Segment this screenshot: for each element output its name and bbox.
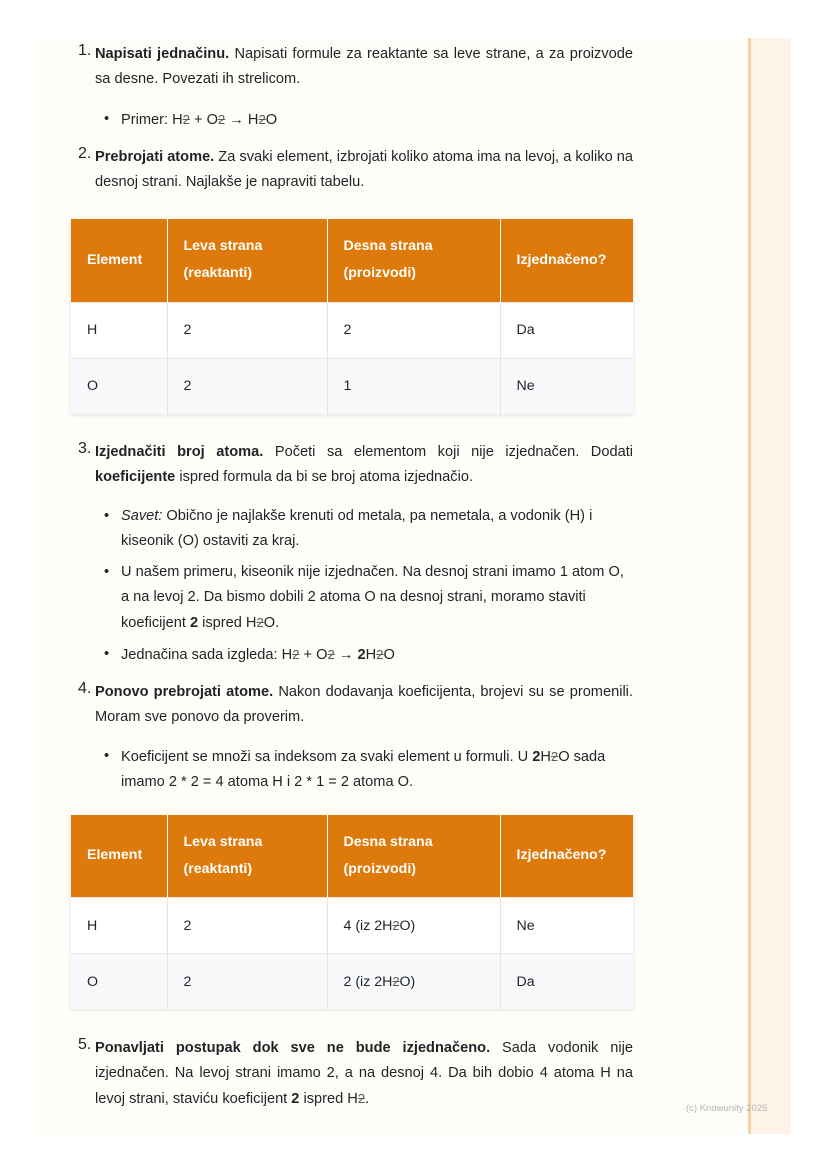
column-header: Desna strana (proizvodi) [327, 219, 500, 302]
side-panel [748, 38, 791, 1134]
watermark: (c) Knowunity 2025 [686, 1103, 768, 1114]
column-header: Leva strana (reaktanti) [167, 219, 327, 302]
step-1-bullets [71, 107, 633, 133]
step-5 [71, 1036, 633, 1112]
step-text: Ponovo prebrojati atome. Nakon dodavanja koeficijenta, brojevi su se promenili. Moram sve ponovo da proverim. [95, 683, 633, 725]
table-row [71, 898, 633, 954]
table-cell: 1 [327, 358, 500, 414]
table-header-row [71, 219, 633, 302]
column-header: Element [71, 815, 167, 898]
table-cell: 2 [327, 302, 500, 358]
table-row [71, 358, 633, 414]
step-text: Prebrojati atome. Za svaki element, izbrojati koliko atoma ima na levoj, a koliko na desnoj strani. Najlakše je napraviti tabelu. [95, 149, 633, 190]
list-item: • Jednačina sada izgleda: H2 + O2 → 2H2O [121, 642, 633, 668]
document-page [38, 38, 748, 1134]
document-content [71, 38, 633, 1112]
column-header: Izjednačeno? [500, 815, 633, 898]
step-text: Napisati jednačinu. Napisati formule za reaktante sa leve strane, a za proizvode sa desne. Povezati ih strelicom. [95, 46, 633, 87]
table-cell: H [71, 302, 167, 358]
step-4 [71, 680, 633, 730]
table-cell: O [71, 358, 167, 414]
atom-count-table-2 [71, 815, 633, 1010]
table-cell: Da [500, 302, 633, 358]
step-number: 3. [78, 439, 92, 457]
step-text: Ponavljati postupak dok sve ne bude izjednačeno. Sada vodonik nije izjednačen. Na levoj strani imamo 2, a na desnoj 4. Da bih dobio 4 atoma H na levoj strani, staviću koeficijent 2 ispred H2. [95, 1040, 633, 1107]
list-item: • U našem primeru, kiseonik nije izjednačen. Na desnoj strani imamo 1 atom O, a na levoj 2. Da bismo dobili 2 atoma O na desnoj strani, moramo staviti koeficijent 2 ispred H2O. [121, 560, 633, 636]
table-header-row [71, 815, 633, 898]
step-3 [71, 440, 633, 490]
table-cell: Ne [500, 358, 633, 414]
table-cell: 2 [167, 898, 327, 954]
table-cell: 2 [167, 358, 327, 414]
table-cell: 4 (iz 2H2O) [327, 898, 500, 954]
table-cell: H [71, 898, 167, 954]
table-cell: 2 (iz 2H2O) [327, 954, 500, 1010]
table-row [71, 302, 633, 358]
step-3-bullets [71, 504, 633, 668]
column-header: Element [71, 219, 167, 302]
column-header: Leva strana (reaktanti) [167, 815, 327, 898]
step-number: 5. [78, 1036, 92, 1053]
step-number: 1. [78, 42, 92, 59]
atom-count-table-1 [71, 219, 633, 414]
step-2 [71, 145, 633, 195]
column-header: Desna strana (proizvodi) [327, 815, 500, 898]
step-text: Izjednačiti broj atoma. Početi sa elementom koji nije izjednačen. Dodati koeficijente ispred formula da bi se broj atoma izjednačio. [95, 443, 633, 485]
table-cell: 2 [167, 302, 327, 358]
table-row [71, 954, 633, 1010]
table-cell: 2 [167, 954, 327, 1010]
table-cell: O [71, 954, 167, 1010]
step-number: 2. [78, 145, 92, 162]
list-item: • Savet: Obično je najlakše krenuti od metala, pa nemetala, a vodonik (H) i kiseonik (O) ostaviti za kraj. [121, 504, 633, 554]
table-cell: Da [500, 954, 633, 1010]
column-header: Izjednačeno? [500, 219, 633, 302]
list-item: • Koeficijent se množi sa indeksom za svaki element u formuli. U 2H2O sada imamo 2 * 2 = 4 atoma H i 2 * 1 = 2 atoma O. [121, 744, 633, 795]
list-item: • Primer: H2 + O2 → H2O [121, 107, 633, 133]
step-4-bullets [71, 744, 633, 795]
table-cell: Ne [500, 898, 633, 954]
step-1 [71, 42, 633, 92]
step-number: 4. [78, 679, 92, 697]
